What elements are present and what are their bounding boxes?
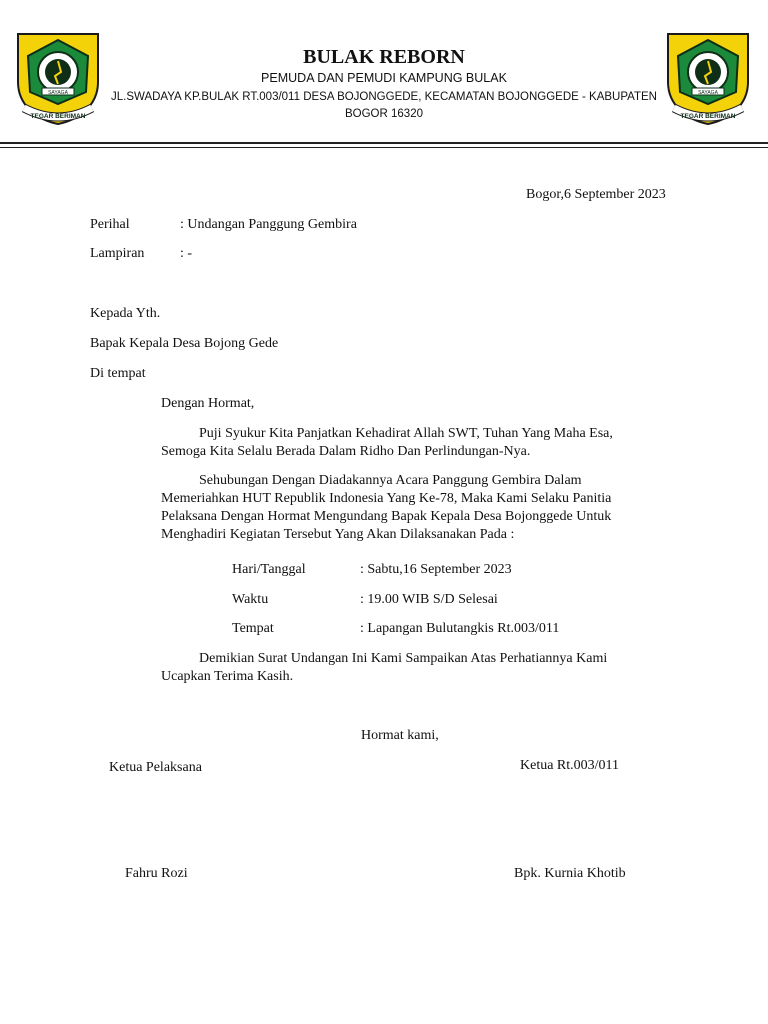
body-paragraph-1: Puji Syukur Kita Panjatkan Kehadirat Allah SWT, Tuhan Yang Maha Esa, Semoga Kita Selalu Berada Dalam Ridho Dan Perlindungan-Nya. <box>161 426 613 459</box>
logo-right-emblem <box>664 30 752 126</box>
detail-label-place: Tempat <box>232 621 274 636</box>
recipient-line-2: Bapak Kepala Desa Bojong Gede <box>90 336 279 351</box>
perihal-label: Perihal <box>90 217 130 232</box>
signer-right-name: Bpk. Kurnia Khotib <box>514 866 626 881</box>
place-date: Bogor,6 September 2023 <box>526 187 666 202</box>
closing-paragraph: Demikian Surat Undangan Ini Kami Sampaikan Atas Perhatiannya Kami Ucapkan Terima Kasih. <box>161 651 608 684</box>
lampiran-value: : - <box>180 246 193 261</box>
signer-left-title: Ketua Pelaksana <box>109 760 202 775</box>
svg-text:TEGAR BERIMAN: TEGAR BERIMAN <box>30 113 86 120</box>
kabupaten-bogor-emblem-icon <box>664 30 752 126</box>
logo-left-emblem <box>14 30 102 126</box>
body-paragraph-2: Sehubungan Dengan Diadakannya Acara Panggung Gembira Dalam Memeriahkan HUT Republik Indonesia Yang Ke-78, Maka Kami Selaku Panitia Pelaksana Dengan Hormat Mengundang Bapak Kepala Desa Bojonggede Untuk Menghadiri Kegiatan Tersebut Yang Akan Dilaksanakan Pada : <box>161 473 612 542</box>
org-name-heading: BULAK REBORN <box>303 46 465 68</box>
header-divider-thick <box>0 142 768 144</box>
lampiran-label: Lampiran <box>90 246 145 261</box>
detail-label-date: Hari/Tanggal <box>232 562 306 577</box>
header-divider-thin <box>0 147 768 148</box>
perihal-value: : Undangan Panggung Gembira <box>180 217 357 232</box>
org-address-line2: BOGOR 16320 <box>345 108 423 120</box>
org-subtitle: PEMUDA DAN PEMUDI KAMPUNG BULAK <box>261 71 507 85</box>
detail-value-place: : Lapangan Bulutangkis Rt.003/011 <box>360 621 560 636</box>
detail-label-time: Waktu <box>232 592 269 607</box>
org-address-line1: JL.SWADAYA KP.BULAK RT.003/011 DESA BOJONGGEDE, KECAMATAN BOJONGGEDE - KABUPATEN <box>111 91 657 103</box>
kabupaten-bogor-emblem-icon <box>14 30 102 126</box>
detail-value-time: : 19.00 WIB S/D Selesai <box>360 592 498 607</box>
recipient-line-1: Kepada Yth. <box>90 306 161 321</box>
salutation: Dengan Hormat, <box>161 396 255 411</box>
recipient-line-3: Di tempat <box>90 366 146 381</box>
svg-text:TEGAR BERIMAN: TEGAR BERIMAN <box>680 113 736 120</box>
regards: Hormat kami, <box>361 728 439 743</box>
signer-left-name: Fahru Rozi <box>125 866 188 881</box>
signer-right-title: Ketua Rt.003/011 <box>520 758 620 773</box>
svg-text:SAYAGA: SAYAGA <box>698 90 718 96</box>
svg-text:SAYAGA: SAYAGA <box>48 90 68 96</box>
detail-value-date: : Sabtu,16 September 2023 <box>360 562 512 577</box>
